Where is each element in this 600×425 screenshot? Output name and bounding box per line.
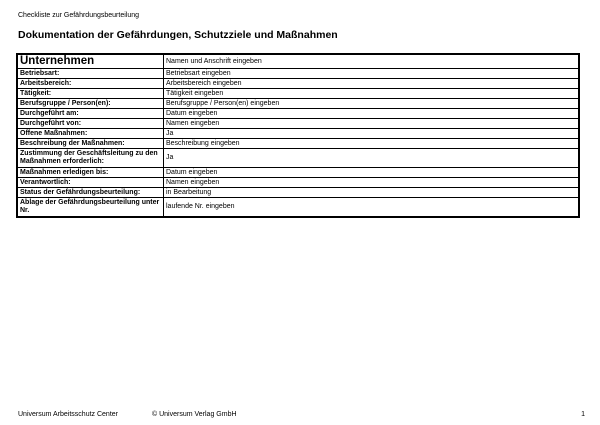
form-row-activity — [17, 89, 579, 99]
filing-number-field[interactable]: laufende Nr. eingeben — [164, 198, 580, 218]
company-label: Unternehmen — [17, 54, 164, 69]
form-row-work-area — [17, 79, 579, 89]
form-row-occupation — [17, 99, 579, 109]
performed-by-field[interactable]: Namen eingeben — [164, 119, 580, 129]
responsible-label: Verantwortlich: — [17, 178, 164, 188]
assessment-form-table — [16, 53, 580, 218]
responsible-field[interactable]: Namen eingeben — [164, 178, 580, 188]
form-row-measures-description — [17, 139, 579, 149]
form-row-due-date — [17, 168, 579, 178]
due-date-field[interactable]: Datum eingeben — [164, 168, 580, 178]
form-row-management-approval — [17, 149, 579, 168]
form-row-company — [17, 54, 579, 69]
work-area-field[interactable]: Arbeitsbereich eingeben — [164, 79, 580, 89]
form-row-status — [17, 188, 579, 198]
page-title: Dokumentation der Gefährdungen, Schutzziele und Maßnahmen — [18, 29, 338, 41]
status-label: Status der Gefährdungsbeurteilung: — [17, 188, 164, 198]
due-date-label: Maßnahmen erledigen bis: — [17, 168, 164, 178]
occupation-label: Berufsgruppe / Person(en): — [17, 99, 164, 109]
management-approval-field[interactable]: Ja — [164, 149, 580, 168]
performed-on-field[interactable]: Datum eingeben — [164, 109, 580, 119]
open-measures-field[interactable]: Ja — [164, 129, 580, 139]
company-field[interactable]: Namen und Anschrift eingeben — [164, 54, 580, 69]
occupation-field[interactable]: Berufsgruppe / Person(en) eingeben — [164, 99, 580, 109]
performed-by-label: Durchgeführt von: — [17, 119, 164, 129]
activity-field[interactable]: Tätigkeit eingeben — [164, 89, 580, 99]
open-measures-label: Offene Maßnahmen: — [17, 129, 164, 139]
form-row-filing-number — [17, 198, 579, 218]
operation-type-field[interactable]: Betriebsart eingeben — [164, 69, 580, 79]
work-area-label: Arbeitsbereich: — [17, 79, 164, 89]
form-row-operation-type — [17, 69, 579, 79]
filing-number-label: Ablage der Gefährdungsbeurteilung unter Nr. — [17, 198, 164, 218]
measures-description-label: Beschreibung der Maßnahmen: — [17, 139, 164, 149]
management-approval-label: Zustimmung der Geschäftsleitung zu den Maßnahmen erforderlich: — [17, 149, 164, 168]
footer-copyright: © Universum Verlag GmbH — [152, 411, 237, 418]
performed-on-label: Durchgeführt am: — [17, 109, 164, 119]
operation-type-label: Betriebsart: — [17, 69, 164, 79]
footer-company: Universum Arbeitsschutz Center — [18, 411, 118, 418]
form-row-responsible — [17, 178, 579, 188]
form-row-performed-on — [17, 109, 579, 119]
status-field[interactable]: in Bearbeitung — [164, 188, 580, 198]
document-header: Checkliste zur Gefährdungsbeurteilung — [18, 12, 140, 19]
activity-label: Tätigkeit: — [17, 89, 164, 99]
form-row-performed-by — [17, 119, 579, 129]
page-number: 1 — [581, 411, 585, 418]
form-row-open-measures — [17, 129, 579, 139]
measures-description-field[interactable]: Beschreibung eingeben — [164, 139, 580, 149]
